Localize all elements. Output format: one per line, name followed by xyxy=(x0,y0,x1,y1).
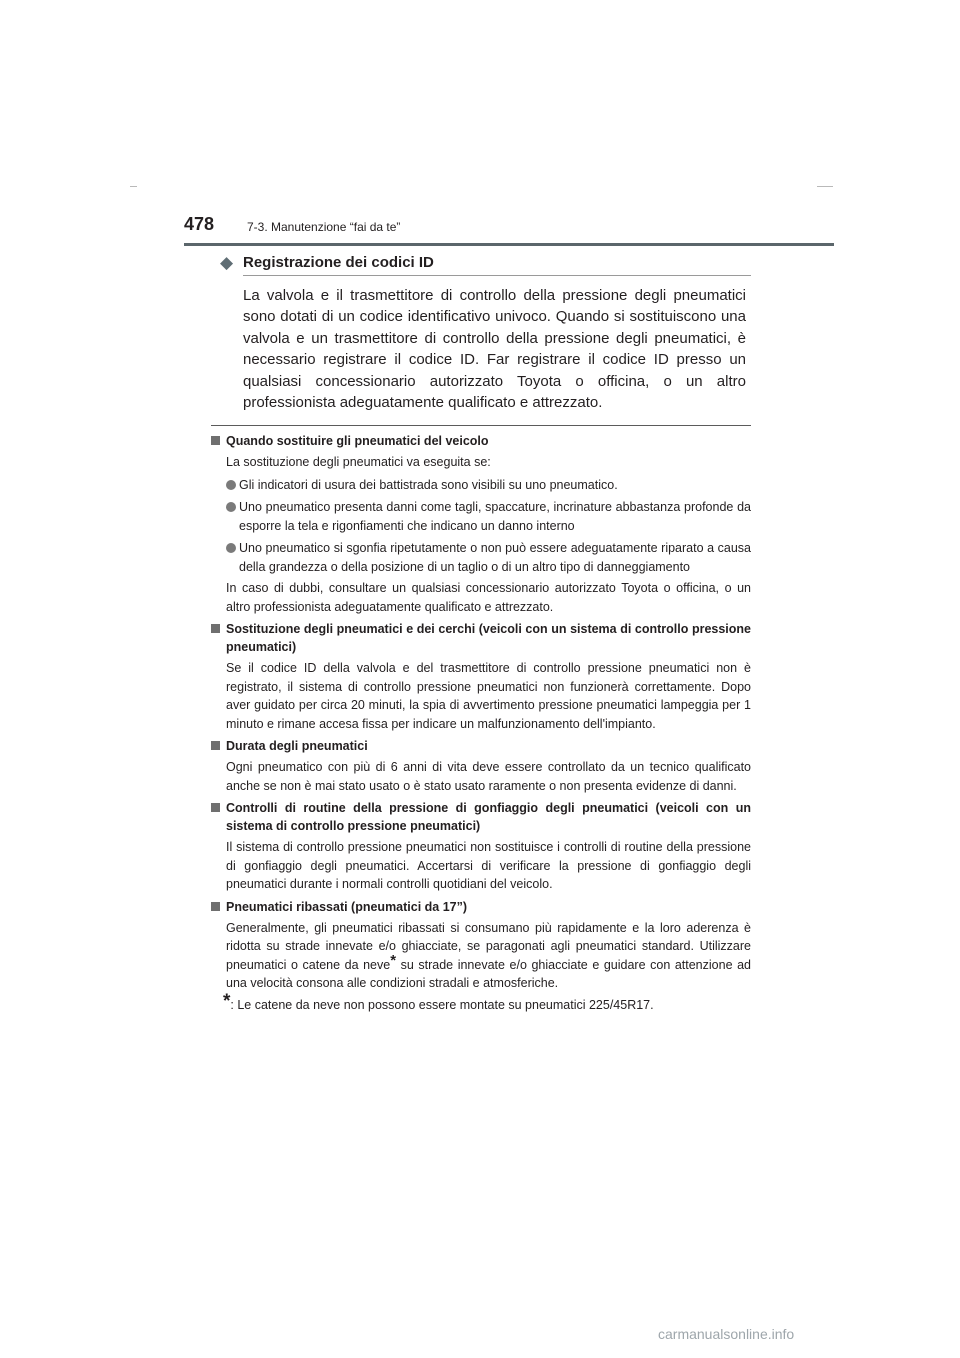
note-title-text: Controlli di routine della pressione di gonfiaggio degli pneumatici (veicoli con un sistema di controllo pressione pneumatici) xyxy=(226,801,751,833)
note-title-replace xyxy=(211,432,751,450)
note-lifespan-text: Ogni pneumatico con più di 6 anni di vita deve essere controllato da un tecnico qualificato anche se non è mai stato usato o è stato usato raramente o non presenta evidenze di danni. xyxy=(226,760,751,793)
crop-mark-left xyxy=(130,186,137,187)
registration-section xyxy=(220,252,751,412)
registration-heading-row xyxy=(220,252,751,274)
circle-bullet-icon xyxy=(226,502,236,512)
square-bullet-icon xyxy=(211,803,220,812)
section-divider xyxy=(211,425,751,426)
list-item xyxy=(211,539,751,576)
note-replace-intro: La sostituzione degli pneumatici va eseguita se: xyxy=(226,455,491,469)
registration-body: La valvola e il trasmettitore di controllo della pressione degli pneumatici sono dotati di un codice identificativo univoco. Quando si sostituiscono una valvola e un trasmettitore di controllo della pressione degli pneumatici, è necessario registrare il codice ID. Far registrare il codice ID presso un qualsiasi concessionario autorizzato Toyota o officina, o un altro professionista adeguatamente qualificato e attrezzato. xyxy=(243,287,746,412)
note-title-lifespan xyxy=(211,737,751,755)
diamond-icon: ◆ xyxy=(220,253,234,272)
registration-heading-rule xyxy=(243,275,751,276)
list-item-text: Gli indicatori di usura dei battistrada sono visibili su uno pneumatico. xyxy=(239,477,618,492)
circle-bullet-icon xyxy=(226,543,236,553)
list-item-text: Uno pneumatico si sgonfia ripetutamente o non può essere adeguatamente riparato a causa della grandezza o della posizione di un taglio o di un altro tipo di danneggiamento xyxy=(239,541,751,574)
note-lowprofile-text-after: su strade innevate e/o ghiacciate e guidare con attenzione ad una velocità consona alle condizioni stradali e atmosferiche. xyxy=(226,957,751,990)
square-bullet-icon xyxy=(211,624,220,633)
note-title-text: Quando sostituire gli pneumatici del veicolo xyxy=(226,434,489,448)
square-bullet-icon xyxy=(211,741,220,750)
footnote-marker: * xyxy=(390,951,397,969)
square-bullet-icon xyxy=(211,436,220,445)
note-title-wheels xyxy=(211,620,751,656)
note-lowprofile-text-before: Generalmente, gli pneumatici ribassati si consumano più rapidamente e la loro aderenza è ridotta su strade innevate e/o ghiacciate, se paragonati agli pneumatici standard. Utilizzare pneumatici o catene da neve xyxy=(226,920,751,972)
note-routine-text: Il sistema di controllo pressione pneumatici non sostituisce i controlli di routine della pressione di gonfiaggio degli pneumatici. Accertarsi di verificare la pressione di gonfiaggio degli pneumatici durante i normali controlli quotidiani del veicolo. xyxy=(226,840,751,891)
page-number: 478 xyxy=(184,214,215,234)
crop-mark-right xyxy=(817,186,833,187)
watermark: carmanualsonline.info xyxy=(658,1326,795,1342)
section-title: 7-3. Manutenzione “fai da te” xyxy=(247,220,401,234)
footnote xyxy=(211,990,751,1015)
header-rule xyxy=(184,243,834,246)
note-title-text: Pneumatici ribassati (pneumatici da 17”) xyxy=(226,899,468,914)
note-title-routine xyxy=(211,799,751,835)
square-bullet-icon xyxy=(211,902,220,911)
note-title-lowprofile xyxy=(211,898,751,916)
footnote-star: * xyxy=(223,990,231,1012)
note-title-text: Durata degli pneumatici xyxy=(226,739,368,753)
page-header xyxy=(184,214,834,248)
notes-section xyxy=(211,432,751,1014)
note-wheels-text: Se il codice ID della valvola e del trasmettitore di controllo pressione pneumatici non è registrato, il sistema di controllo pressione pneumatici non funzionerà correttamente. Dopo aver guidato per circa 20 minuti, la spia di avvertimento pressione pneumatici lampeggia per 1 minuto e rimane accesa fissa per indicare un malfunzionamento dell'impianto. xyxy=(226,661,751,731)
note-replace-outro: In caso di dubbi, consultare un qualsiasi concessionario autorizzato Toyota o officina, o un altro professionista adeguatamente qualificato e attrezzato. xyxy=(226,581,751,614)
list-item xyxy=(211,476,751,495)
circle-bullet-icon xyxy=(226,480,236,490)
note-lowprofile-text xyxy=(211,919,751,993)
list-item xyxy=(211,498,751,535)
registration-heading: Registrazione dei codici ID xyxy=(243,254,434,271)
footnote-text: : Le catene da neve non possono essere montate su pneumatici 225/45R17. xyxy=(230,997,654,1012)
list-item-text: Uno pneumatico presenta danni come tagli, spaccature, incrinature abbastanza profonde da esporre la tela e rigonfiamenti che indicano un danno interno xyxy=(239,500,751,533)
note-title-text: Sostituzione degli pneumatici e dei cerchi (veicoli con un sistema di controllo pressione pneumatici) xyxy=(226,622,751,654)
